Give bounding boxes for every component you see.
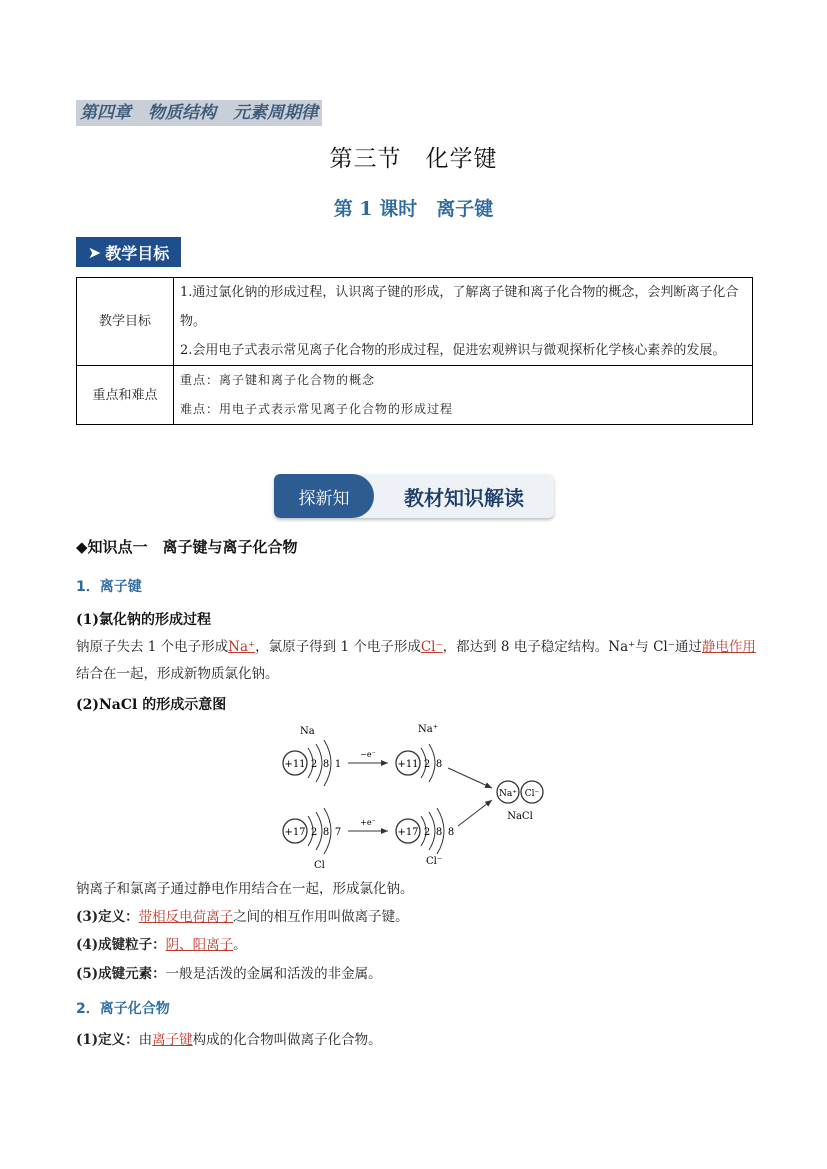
definition-line [76,904,756,931]
shell-count: 2 [423,759,431,770]
cl-nucleus-charge: +17 [284,827,306,838]
goal-line: 1.通过氯化钠的形成过程，认识离子键的形成，了解离子键和离子化合物的概念，会判断离子化合物。 [180,285,739,329]
keypoint-line: 重点：离子键和离子化合物的概念 [180,373,376,387]
table-row [77,366,753,425]
text-segment: 。 [233,937,247,953]
bonding-elements-label: (5)成键元素： [76,966,166,982]
text-segment: ，都达到 8 电子稳定结构。Na⁺与 Cl⁻通过 [442,639,702,655]
teaching-goals-label: 教学目标 [105,243,170,263]
banner-right: 教材知识解读 [404,485,524,510]
shell-count: 8 [322,759,330,770]
cl-ion-label: Cl⁻ [426,856,443,867]
shell-count: 2 [310,759,318,770]
bonding-elements-line [76,961,756,988]
text-segment: 结合在一起，形成新物质氯化钠。 [76,666,279,682]
combine-arrow-top [448,768,492,788]
step-1-title: (1)氯化钠的形成过程 [76,612,211,628]
section-title: 第三节 化学键 [329,146,498,172]
lesson-title: 第 1 课时 离子键 [333,198,494,220]
goals-table [76,277,753,425]
text-segment: ，氯原子得到 1 个电子形成 [255,639,421,655]
heading-ionic-bond: 1．离子键 [76,579,142,595]
shell-count: 8 [435,827,443,838]
answer-electrostatic: 静电作用 [701,639,756,655]
shell-count: 8 [447,827,455,838]
shell-count: 2 [423,827,431,838]
goal-line: 2.会用电子式表示常见离子化合物的形成过程，促进宏观辨识与微观探析化学核心素养的发展。 [180,343,726,358]
knowledge-point-heading: ◆知识点一 离子键与离子化合物 [76,538,298,556]
answer-na-ion: Na⁺ [228,639,256,655]
text-segment: 钠原子失去 1 个电子形成 [76,639,229,655]
section-banner [274,474,554,518]
cl-atom-label: Cl [314,860,325,870]
bonding-particles-label: (4)成键粒子： [76,937,166,953]
na-ion-label: Na⁺ [418,724,438,735]
text-segment: 由 [138,1032,153,1048]
goals-head: 教学目标 [77,278,174,366]
table-row [77,278,753,366]
definition-label: (3)定义： [76,909,139,925]
shell-count: 2 [310,827,318,838]
text-segment: 构成的化合物叫做离子化合物。 [192,1032,382,1048]
paragraph-formation [76,634,756,688]
combine-arrow-bottom [458,800,492,826]
teaching-goals-tag [76,237,181,267]
gain-electron-label: +e⁻ [360,818,376,827]
heading-ionic-compound: 2．离子化合物 [76,1001,170,1017]
shell-count: 8 [435,759,443,770]
answer-ionic-bond: 离子键 [152,1032,193,1048]
bonding-particles-line [76,932,756,959]
shell-count: 8 [322,827,330,838]
na-ion-nucleus-charge: +11 [397,759,419,770]
product-cl-label: Cl⁻ [524,789,540,799]
product-nacl-label: NaCl [507,811,533,822]
compound-definition-label: (1)定义： [76,1032,139,1048]
na-atom-label: Na [300,726,315,737]
answer-ions: 阴、阳离子 [165,937,234,953]
arrow-icon: ➤ [87,242,102,262]
compound-definition-line [76,1027,756,1054]
keypoints-body [174,366,753,425]
cl-ion-nucleus-charge: +17 [397,827,419,838]
shell-count: 1 [334,759,342,770]
chapter-heading: 第四章 物质结构 元素周期律 [76,100,322,126]
answer-cl-ion: Cl⁻ [420,639,443,655]
na-nucleus-charge: +11 [284,759,306,770]
banner-left: 探新知 [274,474,374,518]
goals-body [174,278,753,366]
lose-electron-label: −e⁻ [360,750,376,759]
step-2-title: (2)NaCl 的形成示意图 [76,697,227,713]
text-segment: 一般是活泼的金属和活泼的非金属。 [165,966,382,982]
difficulty-line: 难点：用电子式表示常见离子化合物的形成过程 [180,402,454,416]
answer-opposite-charges: 带相反电荷离子 [138,909,234,925]
paragraph-after-diagram: 钠离子和氯离子通过静电作用结合在一起，形成氯化钠。 [76,881,414,897]
product-na-label: Na⁺ [499,789,517,799]
shell-count: 7 [334,827,342,838]
text-segment: 之间的相互作用叫做离子键。 [233,909,409,925]
nacl-formation-diagram [270,718,560,870]
keypoints-head: 重点和难点 [77,366,174,425]
